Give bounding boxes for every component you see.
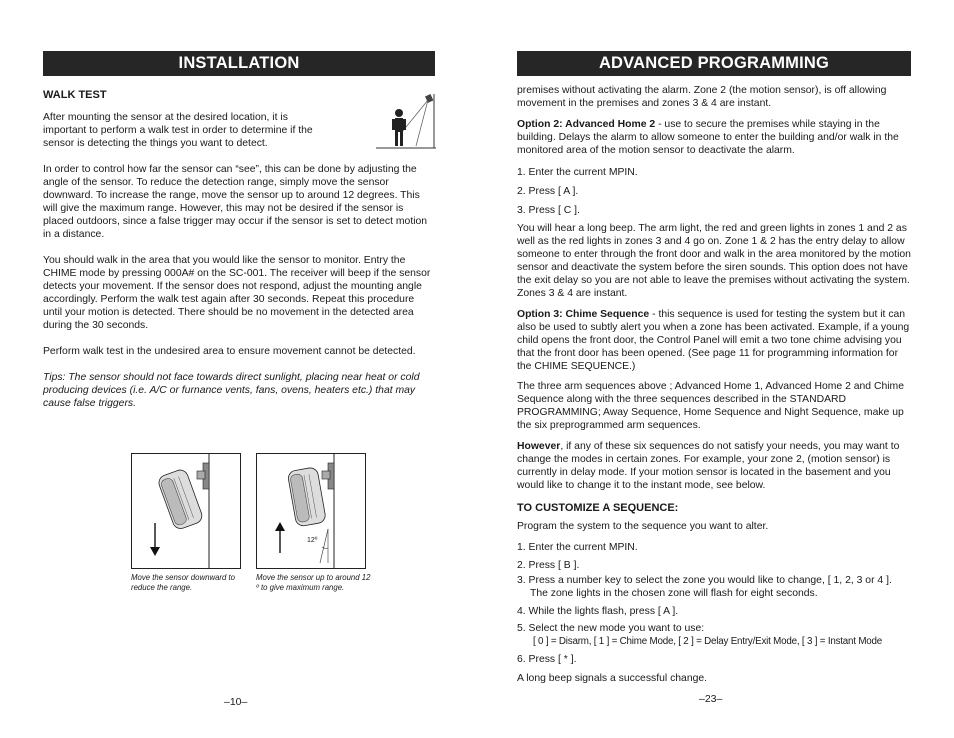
caption-downward: Move the sensor downward to reduce the range. [131, 573, 236, 592]
customize-heading: TO CUSTOMIZE A SEQUENCE: [517, 502, 679, 514]
mode-options: [ 0 ] = Disarm, [ 1 ] = Chime Mode, [ 2 ] = Delay Entry/Exit Mode, [ 3 ] = Instant Mode [533, 636, 883, 647]
advanced-programming-header: ADVANCED PROGRAMMING [517, 51, 911, 76]
detection-range-paragraph: In order to control how far the sensor can “see”, this can be done by adjusting the angle of the sensor. To reduce the detection range, simply move the sensor downward. To increase the range, move the sensor up to around 12 degrees. This will give the maximum range. However, this may not be desired if the sensor is placed outdoors, since a false trigger may occur if the sensor is set to detect motion in a distance. [43, 164, 428, 241]
page-number-right: –23– [699, 693, 723, 705]
option3-text: - this sequence is used for testing the system but it can also be used to subtly alert you when a zone has been activated. Example, if a young child opens the front door, the Control Panel will emit a two tone chime advising you that the front door has been opened. (See page 11 for programming information for the CHIME SEQUENCE.) [517, 309, 910, 373]
tips-paragraph: Tips: The sensor should not face towards direct sunlight, placing near heat or cold producing devices (i.e. A/C or furnance vents, fans, ovens, heaters etc.) that may cause false triggers. [43, 372, 420, 410]
step-a2: 2. Press [ A ]. [517, 186, 579, 197]
customize-step-3-detail: The zone lights in the chosen zone will flash for eight seconds. [530, 588, 818, 599]
angle-label: 12º [307, 537, 318, 544]
page-number-left: –10– [224, 696, 248, 708]
step-a3: 3. Press [ C ]. [517, 205, 580, 216]
customize-step-4: 4. While the lights flash, press [ A ]. [517, 606, 679, 617]
walk-test-intro: After mounting the sensor at the desired location, it is important to perform a walk test in order to determine if the sensor is detecting the things you want to detect. [43, 112, 313, 150]
installation-header: INSTALLATION [43, 51, 435, 76]
option3-paragraph [517, 308, 911, 373]
option3-label: Option 3: Chime Sequence [517, 309, 650, 320]
however-text: , if any of these six sequences do not satisfy your needs, you may want to change the modes in certain zones. For example, your zone 2, (motion sensor) is currently in delay mode. If your motion sensor is located in the basement and you would like to change it to the instant mode, see below. [517, 441, 900, 492]
option2-label: Option 2: Advanced Home 2 [517, 119, 656, 130]
customize-step-2: 2. Press [ B ]. [517, 560, 580, 571]
however-label: However [517, 441, 561, 452]
walk-test-figure [376, 92, 438, 150]
caption-upward: Move the sensor up to around 12 º to give maximum range. [256, 573, 371, 592]
option2-text: - use to secure the premises while staying in the building. Delays the alarm to allow someone to enter the building and/or walk in the monitored area of the motion sensor to deactivate the alarm. [517, 119, 899, 157]
arm-sequences-paragraph: The three arm sequences above ; Advanced Home 1, Advanced Home 2 and Chime Sequence along with the three sequences described in the STANDARD PROGRAMMING; Away Sequence, Home Sequence and Night Sequence, make up the six preprogrammed arm sequences. [517, 381, 904, 432]
customize-step-6: 6. Press [ * ]. [517, 654, 577, 665]
success-note: A long beep signals a successful change. [517, 673, 708, 684]
undesired-area-paragraph: Perform walk test in the undesired area to ensure movement cannot be detected. [43, 346, 416, 357]
walk-test-heading: WALK TEST [43, 89, 107, 101]
long-beep-paragraph: You will hear a long beep. The arm light, the red and green lights in zones 1 and 2 as well as the red lights in zones 3 and 4 go on. Zone 1 & 2 has the entry delay to allow someone to enter through the front door and walk in the area monitored by the motion sensor and deactivate the system before the siren sounds. This option does not have the exit delay so you are not able to leave the premises without activating the system. Zones 3 & 4 are instant. [517, 223, 911, 300]
customize-step-5: 5. Select the new mode you want to use: [517, 623, 705, 634]
premises-paragraph: premises without activating the alarm. Zone 2 (the motion sensor), is off allowing movement in the premises and zones 3 & 4 are instant. [517, 85, 887, 110]
sensor-upward-figure [256, 453, 366, 569]
step-a1: 1. Enter the current MPIN. [517, 167, 638, 178]
option2-paragraph [517, 118, 911, 157]
customize-intro: Program the system to the sequence you want to alter. [517, 521, 769, 532]
customize-step-3: 3. Press a number key to select the zone you would like to change, [ 1, 2, 3 or 4 ]. [517, 575, 892, 586]
sensor-downward-figure [131, 453, 241, 569]
customize-step-1: 1. Enter the current MPIN. [517, 542, 638, 553]
however-paragraph [517, 440, 911, 492]
walk-procedure-paragraph: You should walk in the area that you would like the sensor to monitor. Entry the CHIME mode by pressing 000A# on the SC-001. The receiver will beep if the sensor detects your movement. If the sensor does not respond, adjust the mounting angle accordingly. Perform the walk test again after 30 seconds. Repeat this procedure until your motion is detected. There should be no movement in the detected area during the 30 seconds. [43, 255, 431, 332]
